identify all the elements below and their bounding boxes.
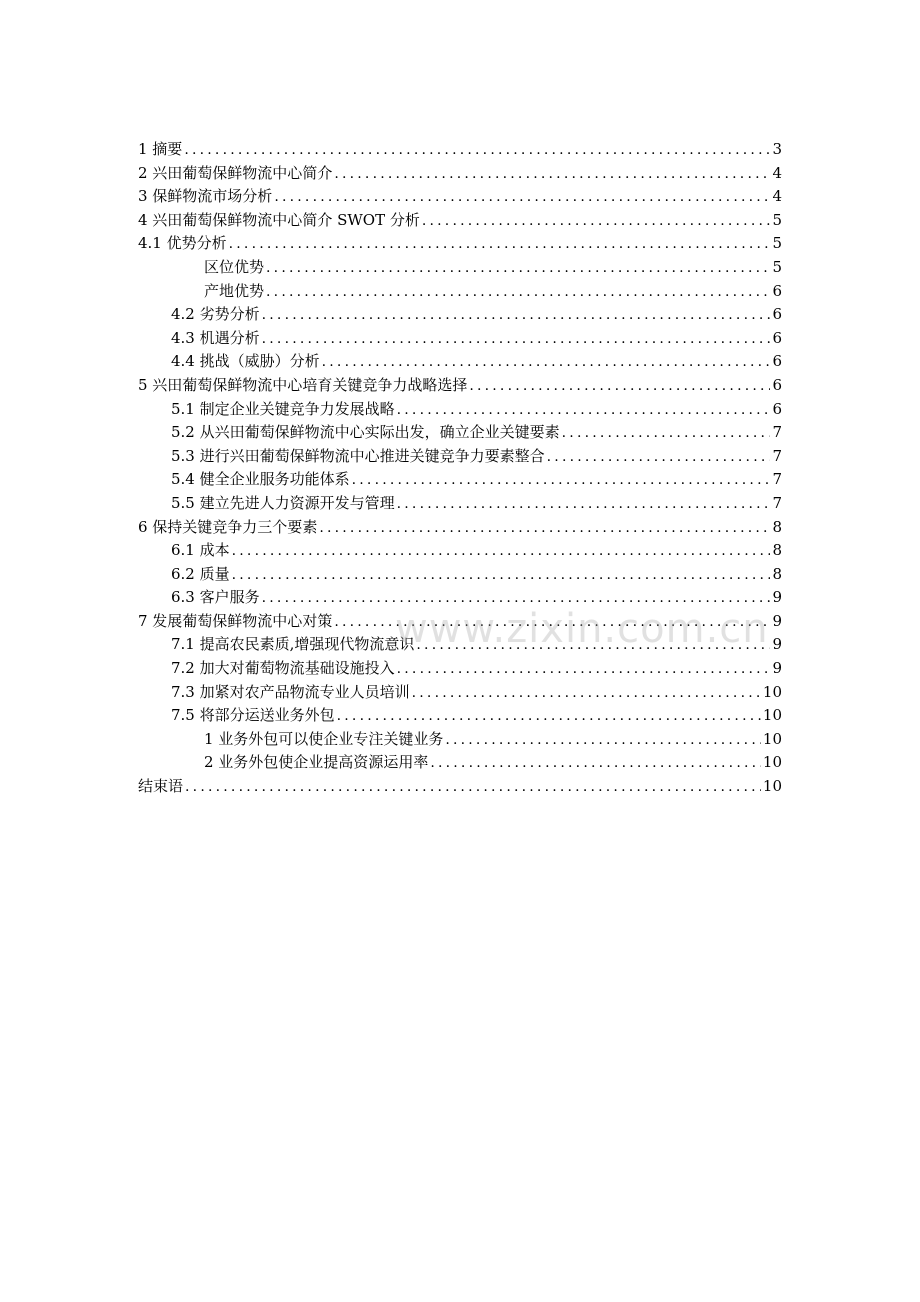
toc-entry[interactable] (138, 256, 782, 280)
toc-dot-leader (334, 163, 770, 187)
toc-page-number: 10 (762, 682, 782, 701)
toc-page-number: 5 (772, 234, 782, 253)
toc-entry[interactable] (138, 421, 782, 445)
toc-page-number: 9 (772, 659, 782, 678)
toc-entry[interactable] (138, 516, 782, 540)
toc-dot-leader (397, 493, 771, 517)
toc-dot-leader (266, 257, 770, 281)
toc-page-number: 10 (762, 706, 782, 725)
toc-entry-title: 区位优势 (204, 257, 265, 276)
toc-dot-leader (262, 328, 771, 352)
toc-entry-title: 1 业务外包可以使企业专注关键业务 (204, 729, 444, 748)
toc-dot-leader (184, 139, 770, 163)
toc-page-number: 6 (772, 352, 782, 371)
toc-page-number: 7 (772, 423, 782, 442)
toc-dot-leader (185, 776, 761, 800)
toc-dot-leader (445, 729, 761, 753)
toc-entry-title: 7 发展葡萄保鲜物流中心对策 (138, 611, 333, 630)
toc-entry[interactable] (138, 374, 782, 398)
toc-dot-leader (262, 304, 771, 328)
toc-entry-title: 7.3 加紧对农产品物流专业人员培训 (171, 682, 410, 701)
toc-page-number: 5 (772, 257, 782, 276)
toc-page-number: 9 (772, 588, 782, 607)
toc-entry-title: 6.3 客户服务 (171, 588, 260, 607)
toc-dot-leader (412, 682, 761, 706)
toc-dot-leader (469, 375, 770, 399)
toc-entry-title: 5.4 健全企业服务功能体系 (171, 470, 350, 489)
toc-entry-title: 产地优势 (204, 281, 265, 300)
toc-dot-leader (430, 752, 761, 776)
toc-entry-title: 7.5 将部分运送业务外包 (171, 706, 335, 725)
toc-dot-leader (319, 517, 770, 541)
toc-dot-leader (229, 233, 771, 257)
toc-entry-title: 结束语 (138, 777, 184, 796)
toc-entry-title: 7.2 加大对葡萄物流基础设施投入 (171, 659, 395, 678)
toc-entry-title: 4.3 机遇分析 (171, 328, 260, 347)
toc-entry[interactable] (138, 563, 782, 587)
toc-dot-leader (322, 351, 771, 375)
toc-dot-leader (547, 446, 771, 470)
toc-page-number: 10 (762, 729, 782, 748)
toc-page-number: 6 (772, 281, 782, 300)
toc-dot-leader (397, 658, 771, 682)
toc-page-number: 10 (762, 777, 782, 796)
toc-page-number: 9 (772, 611, 782, 630)
toc-entry-title: 2 业务外包使企业提高资源运用率 (204, 753, 429, 772)
toc-dot-leader (232, 564, 771, 588)
toc-entry-title: 4.4 挑战（威胁）分析 (171, 352, 320, 371)
watermark: www.zixin.com.cn (395, 606, 769, 652)
toc-page-number: 4 (772, 163, 782, 182)
toc-dot-leader (274, 186, 770, 210)
toc-page-number: 7 (772, 470, 782, 489)
toc-entry[interactable] (138, 775, 782, 799)
toc-entry[interactable] (138, 398, 782, 422)
toc-entry[interactable] (138, 681, 782, 705)
toc-entry[interactable] (138, 162, 782, 186)
toc-entry[interactable] (138, 232, 782, 256)
toc-entry-title: 7.1 提高农民素质,增强现代物流意识 (171, 635, 415, 654)
toc-dot-leader (232, 540, 771, 564)
toc-page-number: 10 (762, 753, 782, 772)
table-of-contents (138, 138, 782, 799)
toc-entry[interactable] (138, 492, 782, 516)
toc-entry[interactable] (138, 445, 782, 469)
toc-dot-leader (562, 422, 771, 446)
toc-entry-title: 4.1 优势分析 (138, 234, 227, 253)
toc-dot-leader (422, 210, 771, 234)
toc-entry[interactable] (138, 728, 782, 752)
toc-entry[interactable] (138, 657, 782, 681)
toc-entry-title: 5.3 进行兴田葡萄保鲜物流中心推进关键竞争力要素整合 (171, 446, 545, 465)
toc-entry[interactable] (138, 303, 782, 327)
toc-page-number: 7 (772, 446, 782, 465)
toc-entry[interactable] (138, 751, 782, 775)
toc-entry-title: 5.2 从兴田葡萄保鲜物流中心实际出发，确立企业关键要素 (171, 423, 560, 442)
toc-page-number: 6 (772, 399, 782, 418)
toc-page-number: 9 (772, 635, 782, 654)
toc-page-number: 8 (772, 564, 782, 583)
toc-entry-title: 1 摘要 (138, 140, 183, 158)
toc-entry[interactable] (138, 350, 782, 374)
toc-entry-title: 6.1 成本 (171, 541, 230, 560)
toc-page-number: 3 (772, 140, 782, 158)
toc-entry[interactable] (138, 327, 782, 351)
toc-dot-leader (352, 469, 771, 493)
toc-dot-leader (266, 281, 770, 305)
toc-page-number: 7 (772, 493, 782, 512)
toc-entry[interactable] (138, 468, 782, 492)
toc-entry-title: 2 兴田葡萄保鲜物流中心简介 (138, 163, 333, 182)
toc-entry-title: 5.5 建立先进人力资源开发与管理 (171, 493, 395, 512)
toc-entry[interactable] (138, 185, 782, 209)
toc-entry-title: 6.2 质量 (171, 564, 230, 583)
toc-entry-title: 4.2 劣势分析 (171, 305, 260, 324)
toc-entry[interactable] (138, 209, 782, 233)
toc-page-number: 8 (772, 541, 782, 560)
toc-page-number: 6 (772, 305, 782, 324)
toc-page-number: 5 (772, 210, 782, 229)
toc-entry-title: 5 兴田葡萄保鲜物流中心培育关键竞争力战略选择 (138, 375, 468, 394)
toc-page-number: 6 (772, 375, 782, 394)
toc-dot-leader (337, 705, 761, 729)
toc-entry[interactable] (138, 138, 782, 162)
toc-entry-title: 6 保持关键竞争力三个要素 (138, 517, 318, 536)
toc-entry-title: 5.1 制定企业关键竞争力发展战略 (171, 399, 395, 418)
toc-entry[interactable] (138, 280, 782, 304)
toc-page-number: 4 (772, 187, 782, 206)
toc-page-number: 8 (772, 517, 782, 536)
toc-entry-title: 3 保鲜物流市场分析 (138, 187, 273, 206)
toc-entry-title: 4 兴田葡萄保鲜物流中心简介 SWOT 分析 (138, 210, 420, 229)
toc-entry[interactable] (138, 704, 782, 728)
toc-page-number: 6 (772, 328, 782, 347)
toc-entry[interactable] (138, 539, 782, 563)
toc-dot-leader (397, 399, 771, 423)
